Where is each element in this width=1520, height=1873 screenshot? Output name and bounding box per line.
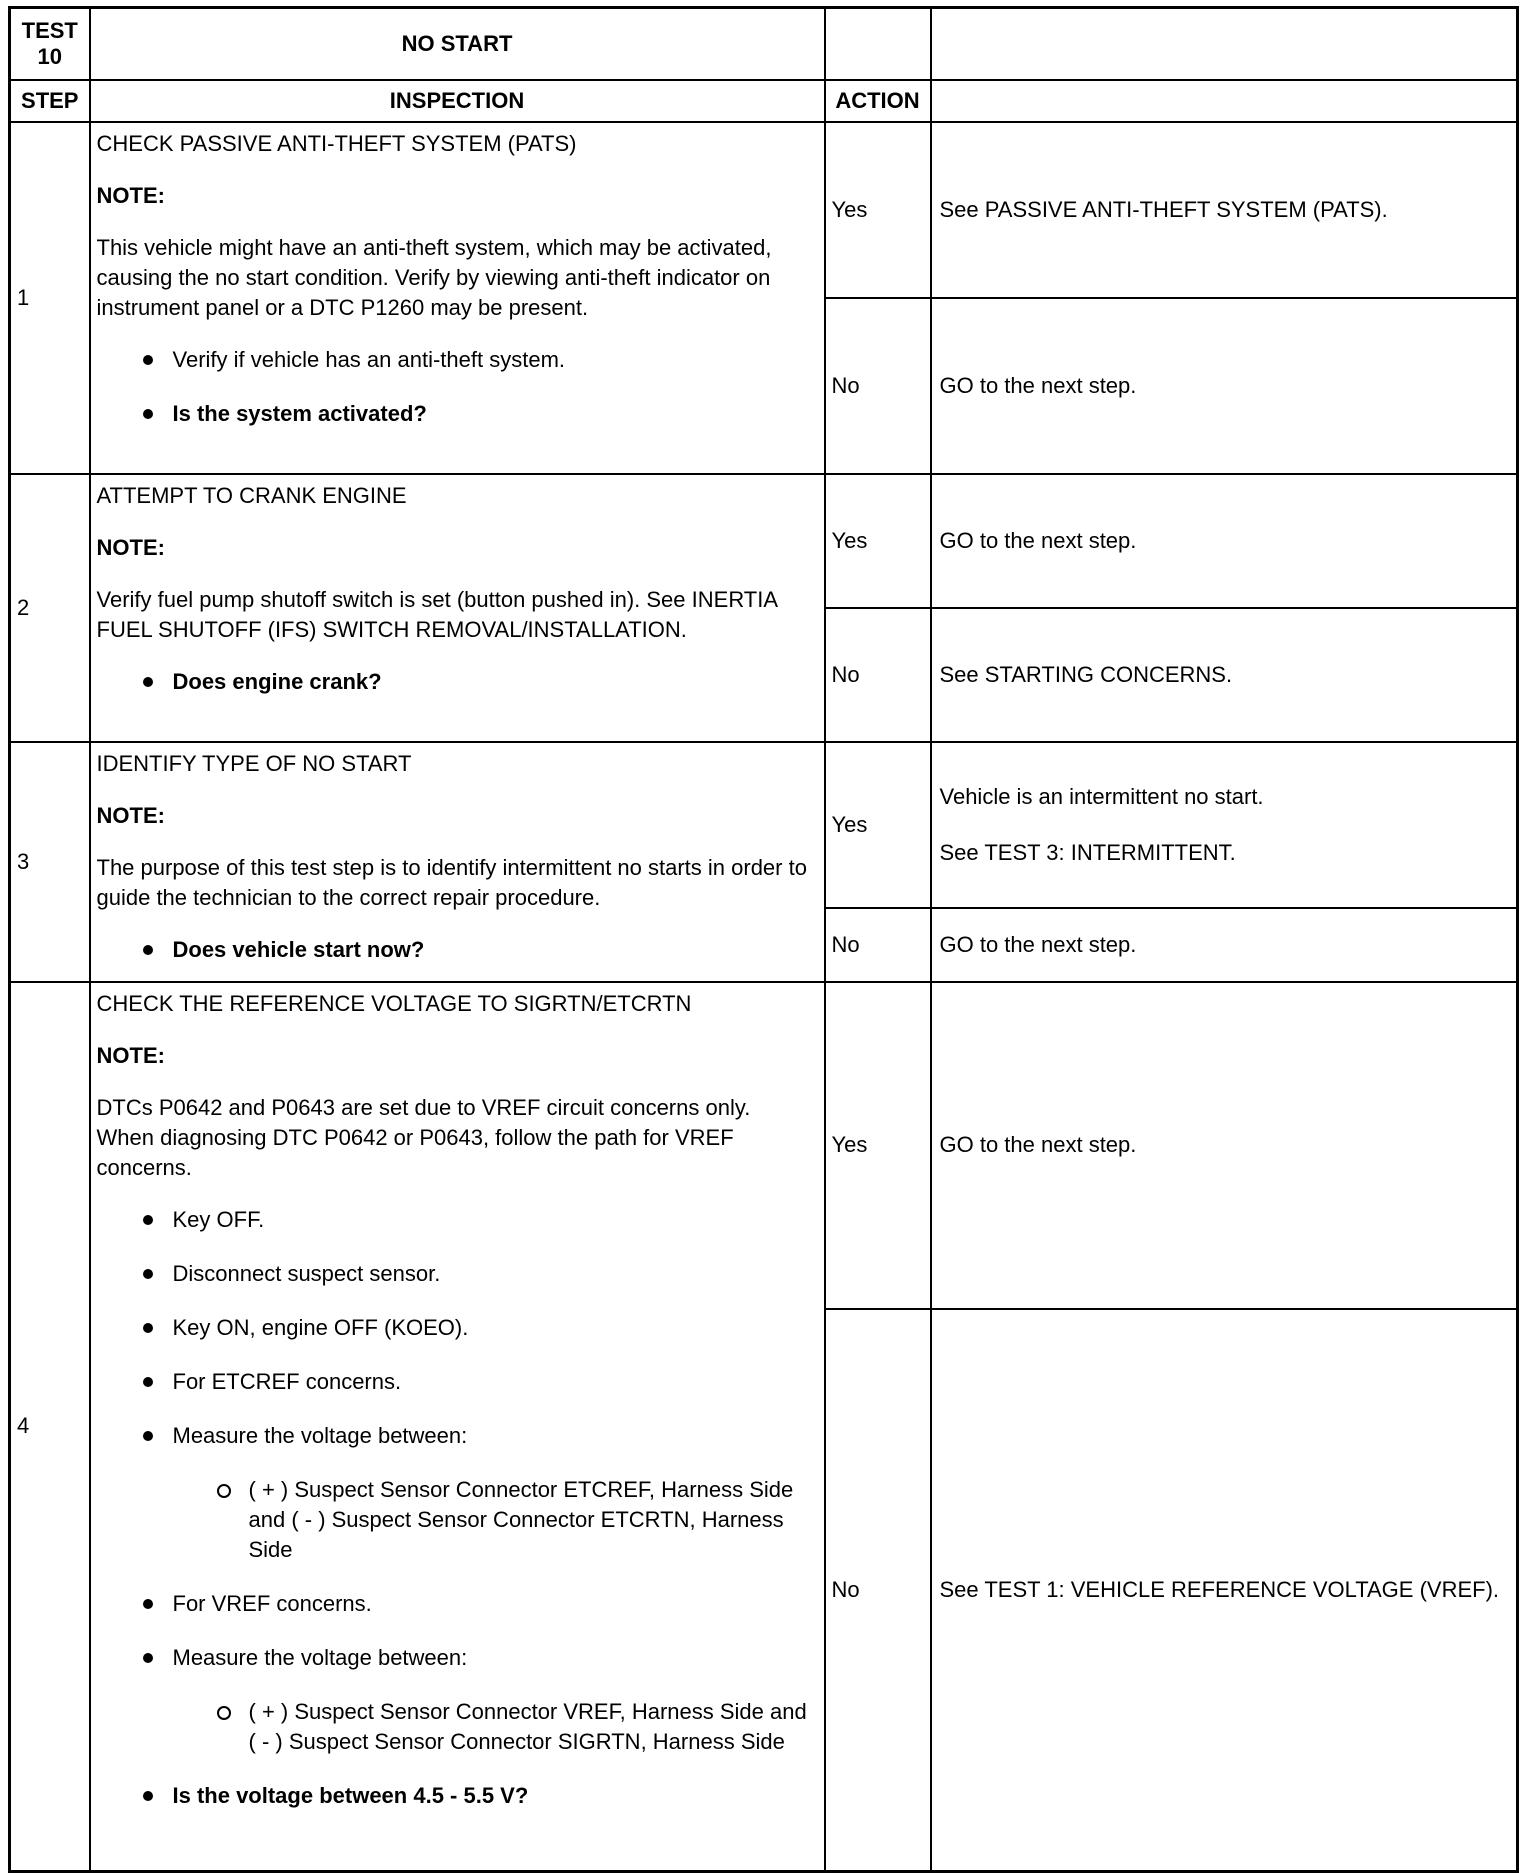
test-number: 10 [37, 43, 62, 69]
header-blank [825, 8, 931, 80]
step-2-yes-result: GO to the next step. [931, 474, 1518, 608]
step-4-yes-label: Yes [825, 982, 931, 1309]
diagnostic-table [8, 6, 1519, 1873]
step-3-yes-result [931, 742, 1518, 908]
step-1-inspection [90, 122, 825, 474]
step-1-number: 1 [10, 122, 90, 474]
header-blank-2 [931, 8, 1518, 80]
step-2-no-label: No [825, 608, 931, 742]
step-4-bullet: Measure the voltage between: [97, 1643, 814, 1673]
step-1-bullet: Verify if vehicle has an anti-theft system. [97, 345, 814, 375]
step-1-heading: CHECK PASSIVE ANTI-THEFT SYSTEM (PATS) [96, 130, 577, 156]
title-row [10, 8, 1518, 80]
step-4-bullet: For ETCREF concerns. [97, 1367, 814, 1397]
step-1-yes-row [10, 122, 1518, 298]
step-2-heading: ATTEMPT TO CRANK ENGINE [96, 482, 407, 508]
step-3-no-result: GO to the next step. [931, 908, 1518, 982]
step-2-number: 2 [10, 474, 90, 742]
step-2-note: Verify fuel pump shutoff switch is set (button pushed in). See INERTIA FUEL SHUTOFF (IFS) SWITCH REMOVAL/INSTALLATION. [96, 586, 777, 642]
step-3-yes-row [10, 742, 1518, 908]
step-4-question: Is the voltage between 4.5 - 5.5 V? [97, 1781, 814, 1811]
col-inspection-header: INSPECTION [90, 80, 825, 122]
test-id-cell [10, 8, 90, 80]
step-4-yes-result: GO to the next step. [931, 982, 1518, 1309]
step-4-bullet: Measure the voltage between: [97, 1421, 814, 1451]
step-3-inspection [90, 742, 825, 982]
step-4-note-label: NOTE: [96, 1042, 165, 1068]
step-1-yes-result: See PASSIVE ANTI-THEFT SYSTEM (PATS). [931, 122, 1518, 298]
step-4-inspection [90, 982, 825, 1872]
step-3-yes-result-line-2: See TEST 3: INTERMITTENT. [939, 839, 1236, 865]
step-2-yes-row [10, 474, 1518, 608]
step-4-no-label: No [825, 1309, 931, 1872]
step-1-question: Is the system activated? [97, 399, 814, 429]
test-title: NO START [90, 8, 825, 80]
step-3-yes-label: Yes [825, 742, 931, 908]
step-1-yes-label: Yes [825, 122, 931, 298]
step-4-bullet: For VREF concerns. [97, 1589, 814, 1619]
step-3-question: Does vehicle start now? [97, 935, 814, 965]
test-label: TEST [21, 17, 78, 43]
step-4-number: 4 [10, 982, 90, 1872]
step-4-sub-bullet: ( + ) Suspect Sensor Connector VREF, Harness Side and ( - ) Suspect Sensor Connector SIGRTN, Harness Side [97, 1697, 814, 1757]
col-step-header: STEP [10, 80, 90, 122]
col-action-header: ACTION [825, 80, 931, 122]
step-1-no-result: GO to the next step. [931, 298, 1518, 474]
step-4-yes-row [10, 982, 1518, 1309]
column-header-row [10, 80, 1518, 122]
step-4-bullet: Key ON, engine OFF (KOEO). [97, 1313, 814, 1343]
step-2-inspection [90, 474, 825, 742]
step-3-number: 3 [10, 742, 90, 982]
step-2-yes-label: Yes [825, 474, 931, 608]
step-2-no-result: See STARTING CONCERNS. [931, 608, 1518, 742]
step-1-note: This vehicle might have an anti-theft system, which may be activated, causing the no start condition. Verify by viewing anti-theft indicator on instrument panel or a DTC P1260 may be present. [96, 234, 772, 320]
step-4-sub-bullet: ( + ) Suspect Sensor Connector ETCREF, Harness Side and ( - ) Suspect Sensor Connector ETCRTN, Harness Side [97, 1475, 814, 1565]
step-3-note: The purpose of this test step is to identify intermittent no starts in order to guide the technician to the correct repair procedure. [96, 854, 807, 910]
step-4-no-result: See TEST 1: VEHICLE REFERENCE VOLTAGE (VREF). [931, 1309, 1518, 1872]
step-3-note-label: NOTE: [96, 802, 165, 828]
step-2-question: Does engine crank? [97, 667, 814, 697]
step-1-note-label: NOTE: [96, 182, 165, 208]
col-result-header [931, 80, 1518, 122]
step-3-no-label: No [825, 908, 931, 982]
step-4-note: DTCs P0642 and P0643 are set due to VREF circuit concerns only. When diagnosing DTC P0642 or P0643, follow the path for VREF concerns. [96, 1094, 751, 1180]
step-1-no-label: No [825, 298, 931, 474]
step-3-yes-result-line-1: Vehicle is an intermittent no start. [939, 783, 1264, 809]
step-4-bullet: Disconnect suspect sensor. [97, 1259, 814, 1289]
step-3-heading: IDENTIFY TYPE OF NO START [96, 750, 412, 776]
step-4-bullet: Key OFF. [97, 1205, 814, 1235]
step-4-heading: CHECK THE REFERENCE VOLTAGE TO SIGRTN/ETCRTN [96, 990, 692, 1016]
step-2-note-label: NOTE: [96, 534, 165, 560]
